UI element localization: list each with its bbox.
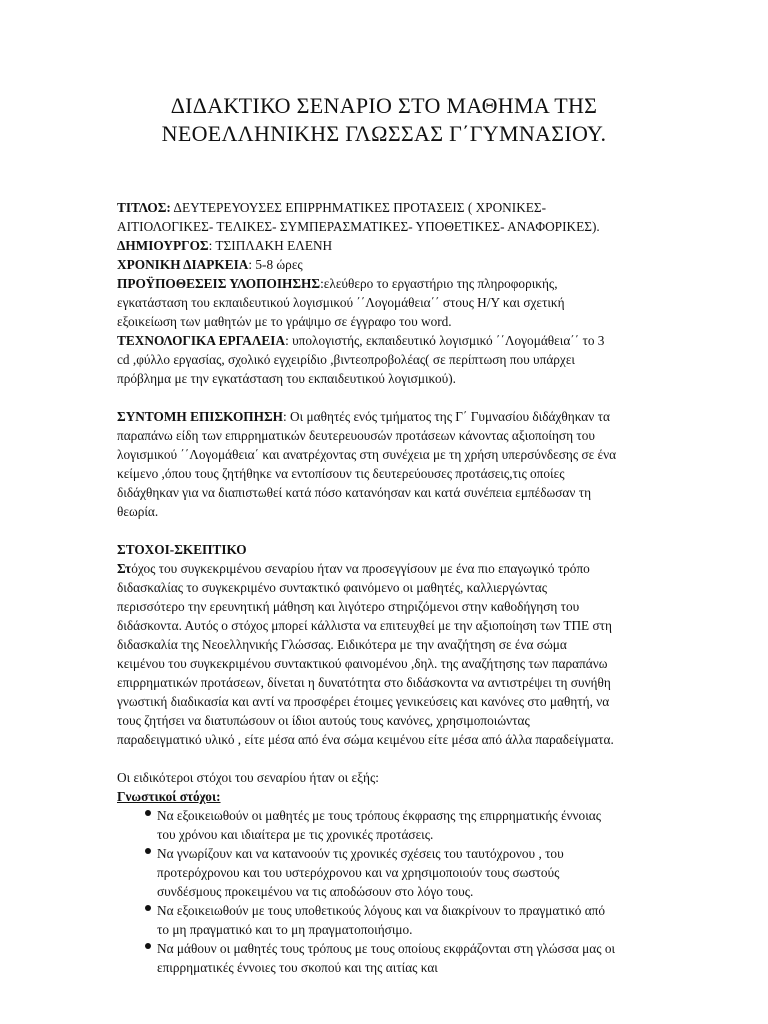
goals-intro: Οι ειδικότεροι στόχοι του σεναρίου ήταν οι εξής: xyxy=(117,770,379,785)
overview-text: : Οι μαθητές ενός τμήματος της Γ΄ Γυμνασίου διδάχθηκαν τα παραπάνω είδη των επιρρηματικών δευτερευουσών προτάσεων κάνοντας αξιοποίηση του λογισμικού ΄΄Λογομάθεια΄ και ανατρέχοντας στη συνέχεια με τη χρήση υπερσύνδεσης σε ένα κείμενο ,όπου τους ζητήθηκε να εντοπίσουν τις δευτερεύουσες προτάσεις,τις οποίες διδάχθηκαν για να διαπιστωθεί κατά πόσο κατανόησαν και κατά συνέπεια εμπέδωσαν τη θεωρία. xyxy=(117,409,617,519)
goals-heading: ΣΤΟΧΟΙ-ΣΚΕΠΤΙΚΟ xyxy=(117,542,247,557)
list-item: Να γνωρίζουν και να κατανοούν τις χρονικές σχέσεις του ταυτόχρονου , του προτερόχρονου και του υστερόχρονου και να χρησιμοποιούν τους σωστούς συνδέσμους προκειμένου να τις αποδώσουν στο λόγο τους. xyxy=(117,844,617,901)
tools-label: ΤΕΧΝΟΛΟΓΙΚΑ ΕΡΓΑΛΕΙΑ xyxy=(117,333,286,348)
document-title xyxy=(117,92,651,148)
goals-paragraph xyxy=(117,559,617,749)
title-line-2: ΝΕΟΕΛΛΗΝΙΚΗΣ ΓΛΩΣΣΑΣ Γ΄ΓΥΜΝΑΣΙΟΥ. xyxy=(161,121,607,146)
list-item: Να εξοικειωθούν οι μαθητές με τους τρόπους έκφρασης της επιρρηματικής έννοιας του χρόνου και ιδιαίτερα με τις χρονικές προτάσεις. xyxy=(117,806,617,844)
bullet-icon xyxy=(145,943,151,949)
creator-field xyxy=(117,236,617,255)
tools-field xyxy=(117,331,617,388)
overview-paragraph xyxy=(117,407,617,521)
cognitive-goals-list xyxy=(117,806,617,977)
creator-value: : ΤΣΙΠΛΑΚΗ ΕΛΕΝΗ xyxy=(208,238,333,253)
title-field-value: ΔΕΥΤΕΡΕΥΟΥΣΕΣ ΕΠΙΡΡΗΜΑΤΙΚΕΣ ΠΡΟΤΑΣΕΙΣ ( ΧΡΟΝΙΚΕΣ- ΑΙΤΙΟΛΟΓΙΚΕΣ- ΤΕΛΙΚΕΣ- ΣΥΜΠΕΡΑΣΜΑΤΙΚΕΣ- ΥΠΟΘΕΤΙΚΕΣ- ΑΝΑΦΟΡΙΚΕΣ). xyxy=(117,200,600,234)
duration-field xyxy=(117,255,617,274)
goals-paragraph-initial: Στ xyxy=(117,561,132,576)
title-line-1: ΔΙΔΑΚΤΙΚΟ ΣΕΝΑΡΙΟ ΣΤΟ ΜΑΘΗΜΑ ΤΗΣ xyxy=(170,93,598,118)
document-body xyxy=(117,198,617,977)
list-item: Να μάθουν οι μαθητές τους τρόπους με τους οποίους εκφράζονται στη γλώσσα μας οι επιρρηματικές έννοιες του σκοπού και της αιτίας και xyxy=(117,939,617,977)
creator-label: ΔΗΜΙΟΥΡΓΟΣ xyxy=(117,238,209,253)
overview-label: ΣΥΝΤΟΜΗ ΕΠΙΣΚΟΠΗΣΗ xyxy=(117,409,284,424)
tools-value: : υπολογιστής, εκπαιδευτικό λογισμικό ΄΄Λογομάθεια΄΄ το 3 cd ,φύλλο εργασίας, σχολικό εγχειρίδιο ,βιντεοπροβολέας( σε περίπτωση που υπάρχει πρόβλημα με την εγκατάσταση του εκπαιδευτικού λογισμικού). xyxy=(117,333,605,386)
title-field xyxy=(117,198,617,236)
duration-value: : 5-8 ώρες xyxy=(248,257,303,272)
bullet-icon xyxy=(145,848,151,854)
prerequisites-value: :ελεύθερο το εργαστήριο της πληροφορικής, εγκατάσταση του εκπαιδευτικού λογισμικού ΄΄Λογομάθεια΄΄ στους Η/Υ και σχετική εξοικείωση των μαθητών με το γράψιμο σε έγγραφο του word. xyxy=(117,276,565,329)
cognitive-goals-label: Γνωστικοί στόχοι: xyxy=(117,789,221,804)
bullet-icon xyxy=(145,905,151,911)
duration-label: ΧΡΟΝΙΚΗ ΔΙΑΡΚΕΙΑ xyxy=(117,257,249,272)
list-item: Να εξοικειωθούν με τους υποθετικούς λόγους και να διακρίνουν το πραγματικό από το μη πραγματικό και το μη πραγματοποιήσιμο. xyxy=(117,901,617,939)
bullet-icon xyxy=(145,810,151,816)
title-field-label: ΤΙΤΛΟΣ: xyxy=(117,200,171,215)
goals-paragraph-text: όχος του συγκεκριμένου σεναρίου ήταν να προσεγγίσουν με ένα πιο επαγωγικό τρόπο διδασκαλίας το συγκεκριμένο συντακτικό φαινόμενο οι μαθητές, καλλιεργώντας περισσότερο την ερευνητική μάθηση και λιγότερο στηριζόμενοι στην καθοδήγηση του διδάσκοντα. Αυτός ο στόχος μπορεί κάλλιστα να επιτευχθεί με την αξιοποίηση των ΤΠΕ στη διδασκαλία της Νεοελληνικής Γλώσσας. Ειδικότερα με την αναζήτηση σε ένα σώμα κειμένου του συγκεκριμένου συντακτικού φαινομένου ,δηλ. της αναζήτησης των παραπάνω επιρρηματικών προτάσεων, δίνεται η δυνατότητα στο διδάσκοντα να αντιστρέψει τη συνήθη γνωστική διαδικασία και αντί να προσφέρει έτοιμες γενικεύσεις και κανόνες στο μαθητή, να τους ζητήσει να διατυπώσουν οι ίδιοι αυτούς τους κανόνες, χρησιμοποιώντας παραδειγματικό υλικό , είτε μέσα από ένα σώμα κειμένου είτε μέσα από άλλα παραδείγματα. xyxy=(117,561,614,747)
prerequisites-field xyxy=(117,274,617,331)
prerequisites-label: ΠΡΟΫΠΟΘΕΣΕΙΣ ΥΛΟΠΟΙΗΣΗΣ xyxy=(117,276,321,291)
